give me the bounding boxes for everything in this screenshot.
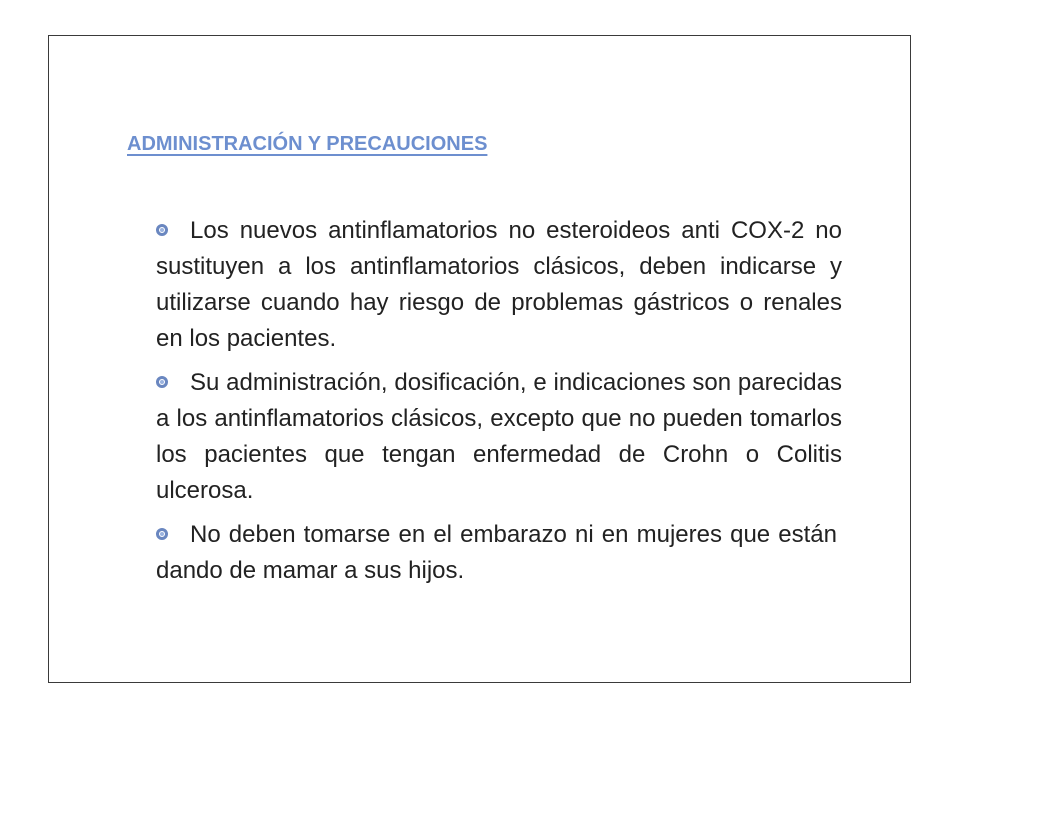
ring-bullet-icon [156,528,168,540]
slide-heading: ADMINISTRACIÓN Y PRECAUCIONES [127,133,488,155]
bullet-text: No deben tomarse en el embarazo ni en mujeres que están dando de mamar a sus hijos. [156,521,837,584]
bullet-item [156,365,842,509]
bullet-item [156,517,842,589]
ring-bullet-icon [156,376,168,388]
bullet-list [156,213,842,597]
bullet-text: Su administración, dosificación, e indicaciones son parecidas a los antinflamatorios clásicos, excepto que no pueden tomarlos los pacientes que tengan enfermedad de Crohn o Colitis ulcerosa. [156,369,842,504]
bullet-item [156,213,842,357]
bullet-text: Los nuevos antinflamatorios no esteroideos anti COX-2 no sustituyen a los antinflamatorios clásicos, deben indicarse y utilizarse cuando hay riesgo de problemas gástricos o renales en los pacientes. [156,217,842,352]
ring-bullet-icon [156,224,168,236]
slide-frame [48,35,911,683]
